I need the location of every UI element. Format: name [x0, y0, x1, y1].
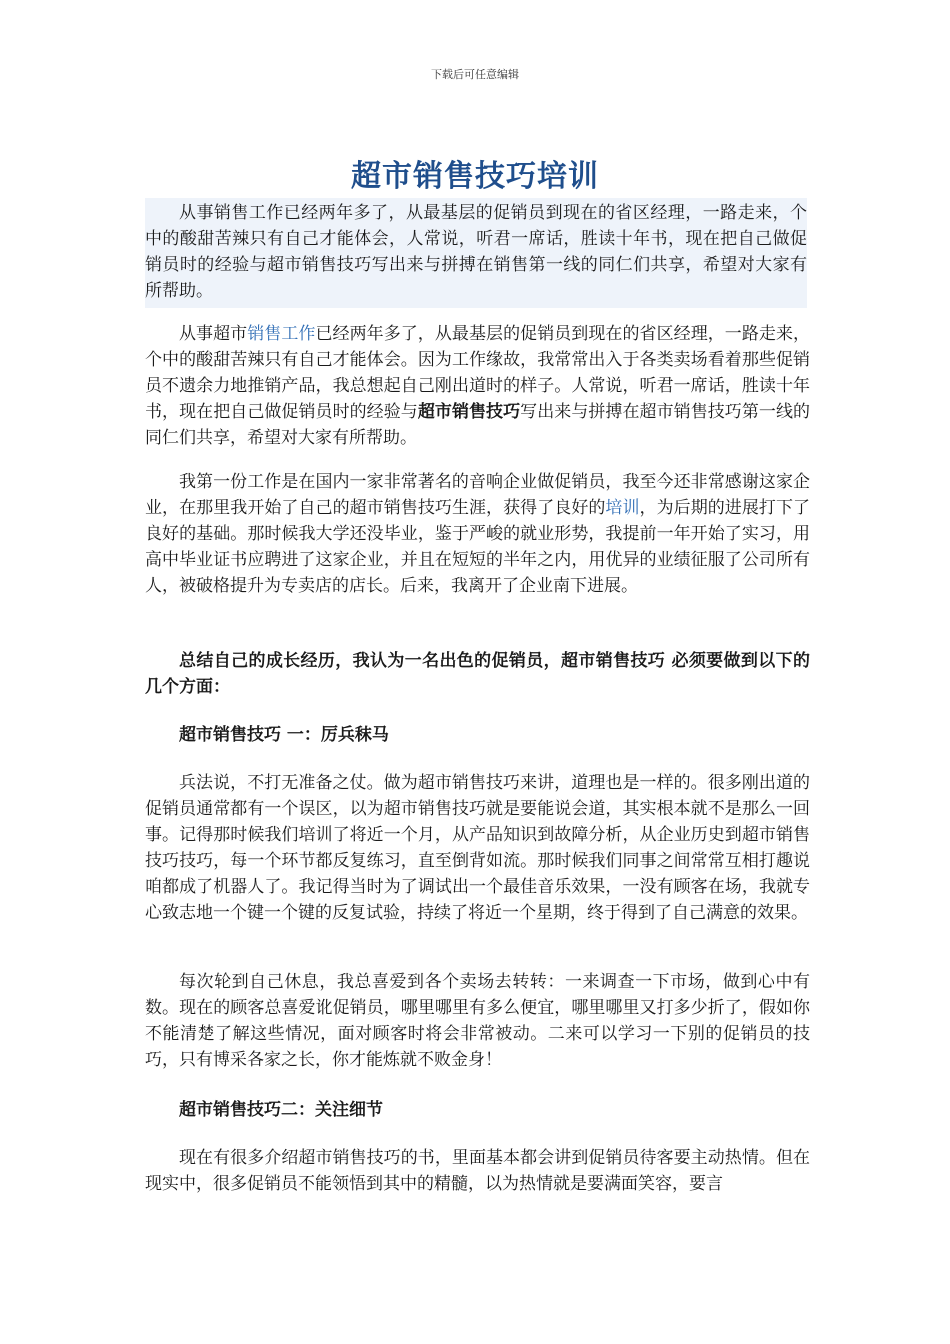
p4-text: 每次轮到自己休息，我总喜爱到各个卖场去转转：一来调查一下市场，做到心中有数。现在的顾客总喜爱讹促销员，哪里哪里有多么便宜，哪里哪里又打多少折了，假如你不能清楚了解这些情况，面对顾客时将会非常被动。二来可以学习一下别的促销员的技巧，只有博采各家之长，你才能炼就不败金身！ — [145, 972, 810, 1070]
paragraph-1 — [145, 321, 810, 451]
summary-text: 总结自己的成长经历，我认为一名出色的促销员，超市销售技巧 必须要做到以下的几个方面： — [145, 651, 810, 697]
p5-text: 现在有很多介绍超市销售技巧的书，里面基本都会讲到促销员待客要主动热情。但在现实中，很多促销员不能领悟到其中的精髓，以为热情就是要满面笑容，要言 — [145, 1148, 810, 1194]
section-heading-2-text: 超市销售技巧二：关注细节 — [179, 1100, 383, 1120]
p1-text-c: 写出来与拼搏在超市销售技巧第一线的同仁们共享，希望对大家有所帮助。 — [145, 402, 811, 448]
paragraph-3 — [145, 770, 810, 926]
p2-text-a: 我第一份工作是在国内一家非常著名的音响企业做促销员，我至今还非常感谢这家企业，在那里我开始了自己的超市销售技巧生涯，获得了良好的 — [145, 472, 810, 518]
section-heading-1 — [145, 722, 810, 748]
header-note: 下载后可任意编辑 — [431, 68, 519, 81]
paragraph-4 — [145, 969, 810, 1073]
intro-paragraph — [145, 198, 807, 308]
summary-heading — [145, 648, 810, 700]
p2-text-b: ，为后期的进展打下了良好的基础。那时候我大学还没毕业，鉴于严峻的就业形势，我提前一年开始了实习，用高中毕业证书应聘进了这家企业，并且在短短的半年之内，用优异的业绩征服了公司所有人，被破格提升为专卖店的店长。后来，我离开了企业南下进展。 — [145, 498, 811, 596]
p1-text-b: 已经两年多了，从最基层的促销员到现在的省区经理，一路走来，个中的酸甜苦辣只有自己才能体会。因为工作缘故，我常常出入于各类卖场看着那些促销员不遗余力地推销产品，我总想起自己刚出道时的样子。人常说，听君一席话，胜读十年书，现在把自己做促销员时的经验与 — [145, 324, 811, 422]
paragraph-5 — [145, 1145, 810, 1197]
intro-text: 从事销售工作已经两年多了，从最基层的促销员到现在的省区经理，一路走来，个中的酸甜苦辣只有自己才能体会，人常说，听君一席话，胜读十年书，现在把自己做促销员时的经验与超市销售技巧写出来与拼搏在销售第一线的同仁们共享，希望对大家有所帮助。 — [145, 203, 807, 301]
p1-bold-term: 超市销售技巧 — [417, 402, 521, 422]
section-heading-1-text: 超市销售技巧 一：厉兵秣马 — [179, 725, 389, 745]
p1-text-a: 从事超市 — [179, 324, 248, 344]
page-title: 超市销售技巧培训 — [351, 159, 599, 194]
paragraph-2 — [145, 469, 810, 599]
section-heading-2 — [145, 1097, 810, 1123]
p3-text: 兵法说，不打无准备之仗。做为超市销售技巧来讲，道理也是一样的。很多刚出道的促销员通常都有一个误区，以为超市销售技巧就是要能说会道，其实根本就不是那么一回事。记得那时候我们培训了将近一个月，从产品知识到故障分析，从企业历史到超市销售技巧技巧，每一个环节都反复练习，直至倒背如流。那时候我们同事之间常常互相打趣说咱都成了机器人了。我记得当时为了调试出一个最佳音乐效果，一没有顾客在场，我就专心致志地一个键一个键的反复试验，持续了将近一个星期，终于得到了自己满意的效果。 — [145, 773, 810, 923]
sales-work-link[interactable]: 销售工作 — [247, 324, 316, 344]
training-link[interactable]: 培训 — [605, 498, 640, 518]
